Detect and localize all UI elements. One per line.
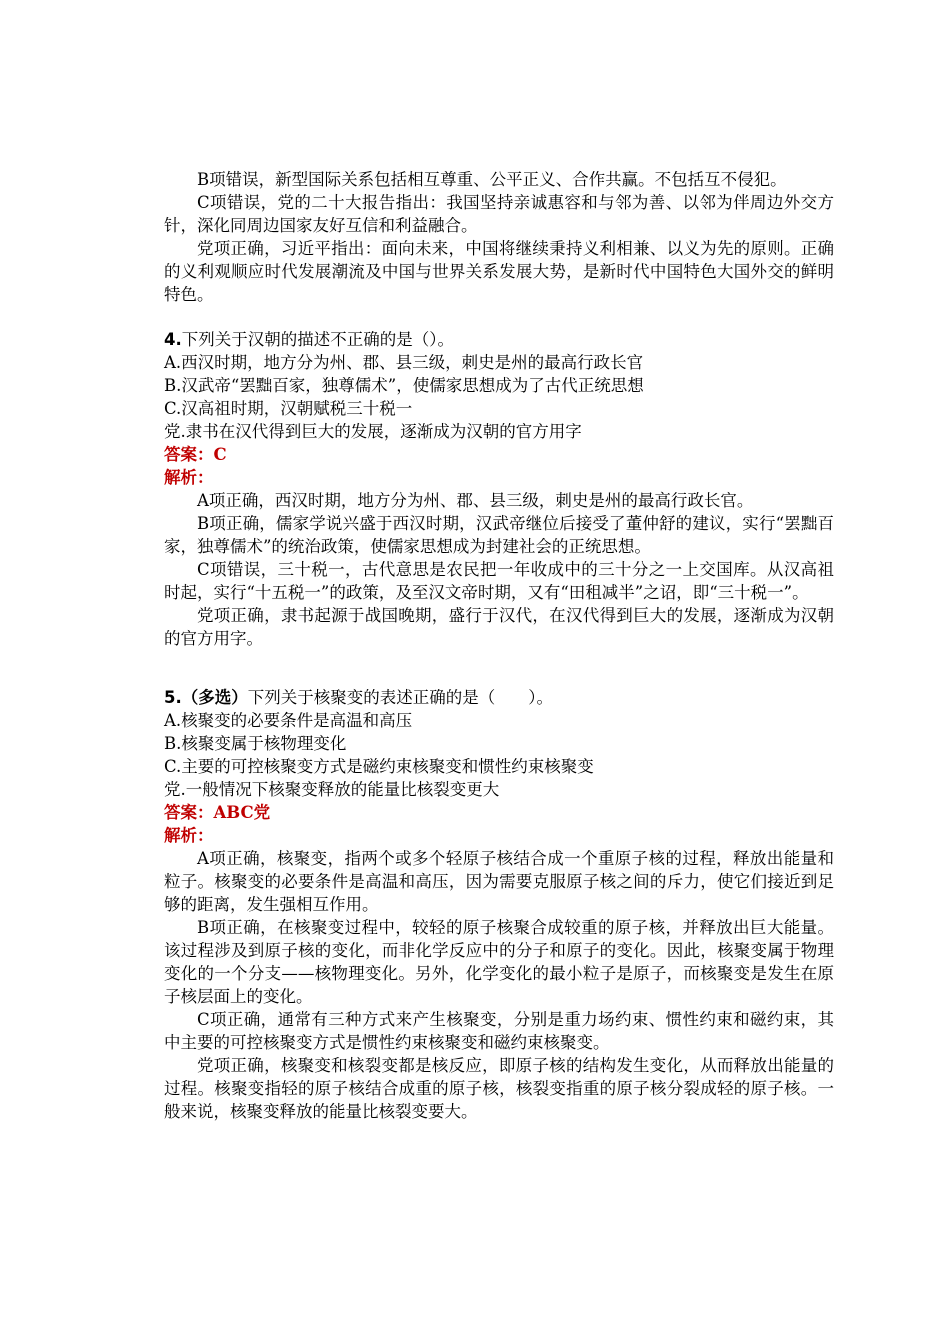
document-page — [164, 168, 834, 1123]
question-stem: 下列关于汉朝的描述不正确的是（）。 — [181, 330, 454, 349]
analysis-paragraph: 党项正确，习近平指出：面向未来，中国将继续秉持义利相兼、以义为先的原则。正确的义利观顺应时代发展潮流及中国与世界关系发展大势，是新时代中国特色大国外交的鲜明特色。 — [164, 239, 834, 304]
answer-label: 答案：ABC党 — [164, 803, 271, 822]
option-c: C.汉高祖时期，汉朝赋税三十税一 — [164, 399, 413, 418]
analysis-paragraph: A项正确，核聚变，指两个或多个轻原子核结合成一个重原子核的过程，释放出能量和粒子。核聚变的必要条件是高温和高压，因为需要克服原子核之间的斥力，使它们接近到足够的距离，发生强相互作用。 — [164, 849, 834, 914]
analysis-paragraph: 党项正确，隶书起源于战国晚期，盛行于汉代，在汉代得到巨大的发展，逐渐成为汉朝的官方用字。 — [164, 606, 834, 648]
analysis-label: 解析： — [164, 826, 214, 845]
analysis-paragraph: C项错误，三十税一，古代意思是农民把一年收成中的三十分之一上交国库。从汉高祖时起，实行“十五税一”的政策，及至汉文帝时期，又有“田租减半”之诏，即“三十税一”。 — [164, 560, 834, 602]
analysis-paragraph: B项正确，儒家学说兴盛于西汉时期，汉武帝继位后接受了董仲舒的建议，实行“罢黜百家，独尊儒术”的统治政策，使儒家思想成为封建社会的正统思想。 — [164, 514, 834, 556]
option-b: B.核聚变属于核物理变化 — [164, 734, 347, 753]
option-d: 党.一般情况下核聚变释放的能量比核裂变更大 — [164, 780, 500, 799]
question-title — [164, 686, 834, 709]
option-b: B.汉武帝“罢黜百家，独尊儒术”，使儒家思想成为了古代正统思想 — [164, 376, 644, 395]
question-stem: 下列关于核聚变的表述正确的是（ ）。 — [247, 688, 553, 707]
analysis-paragraph: A项正确，西汉时期，地方分为州、郡、县三级，刺史是州的最高行政长官。 — [197, 491, 754, 510]
question-number: 5. — [164, 688, 182, 707]
option-d: 党.隶书在汉代得到巨大的发展，逐渐成为汉朝的官方用字 — [164, 422, 582, 441]
question-4 — [164, 328, 834, 650]
analysis-paragraph: B项错误，新型国际关系包括相互尊重、公平正义、合作共赢。不包括互不侵犯。 — [197, 170, 787, 189]
analysis-paragraph: 党项正确，核聚变和核裂变都是核反应，即原子核的结构发生变化，从而释放出能量的过程。核聚变指轻的原子核结合成重的原子核，核裂变指重的原子核分裂成轻的原子核。一般来说，核聚变释放的能量比核裂变要大。 — [164, 1056, 834, 1121]
analysis-paragraph: B项正确，在核聚变过程中，较轻的原子核聚合成较重的原子核，并释放出巨大能量。该过程涉及到原子核的变化，而非化学反应中的分子和原子的变化。因此，核聚变属于物理变化的一个分支——核物理变化。另外，化学变化的最小粒子是原子，而核聚变是发生在原子核层面上的变化。 — [164, 918, 834, 1006]
analysis-paragraph: C项正确，通常有三种方式来产生核聚变，分别是重力场约束、惯性约束和磁约束，其中主要的可控核聚变方式是惯性约束核聚变和磁约束核聚变。 — [164, 1010, 834, 1052]
question-5 — [164, 686, 834, 1123]
option-c: C.主要的可控核聚变方式是磁约束核聚变和惯性约束核聚变 — [164, 757, 594, 776]
question-number: 4. — [164, 330, 182, 349]
analysis-label: 解析： — [164, 468, 214, 487]
question-tag: （多选） — [181, 688, 248, 707]
question-title — [164, 328, 834, 351]
answer-label: 答案：C — [164, 445, 227, 464]
option-a: A.核聚变的必要条件是高温和高压 — [164, 711, 413, 730]
analysis-paragraph: C项错误，党的二十大报告指出：我国坚持亲诚惠容和与邻为善、以邻为伴周边外交方针，深化同周边国家友好互信和利益融合。 — [164, 193, 834, 235]
previous-question-analysis — [164, 168, 834, 306]
option-a: A.西汉时期，地方分为州、郡、县三级，刺史是州的最高行政长官 — [164, 353, 644, 372]
